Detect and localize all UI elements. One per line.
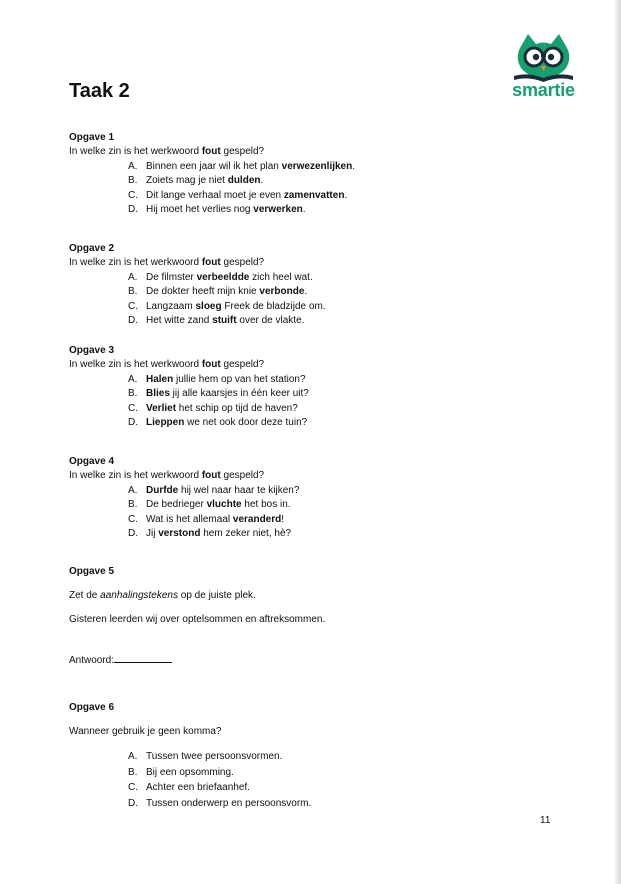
option-text: De filmster [146,271,197,283]
option-verb: verbonde [259,286,305,298]
option-letter: B. [128,286,138,298]
question-6-heading: Opgave 6 [69,702,115,713]
answer-line [69,653,172,666]
answer-label: Antwoord: [69,655,115,666]
option-verb: sloeg [195,300,222,312]
question-4 [69,455,299,541]
question-5-heading: Opgave 5 [69,566,115,577]
option-d [128,314,326,328]
option-verb: Halen [146,373,174,385]
option-c [128,189,355,203]
question-1-prompt [69,145,355,159]
option-letter: A. [128,271,138,283]
option-verb: verbeeldde [196,271,250,283]
option-b [128,387,309,401]
option-d [128,527,299,541]
option-letter: B. [128,766,138,778]
question-6-question: Wanneer gebruik je geen komma? [69,726,222,737]
option-letter: C. [128,782,138,794]
option-text: hij wel naar haar te kijken? [178,484,300,496]
question-3-options [69,373,309,431]
option-text: Achter een briefaanhef. [146,782,250,794]
option-text: het schip op tijd de haven? [176,402,298,414]
question-2-heading: Opgave 2 [69,243,115,254]
option-d [128,796,311,812]
option-a [128,373,309,387]
option-text: Zoiets mag je niet [146,175,228,187]
option-text: De dokter heeft mijn knie [146,286,260,298]
option-verb: Verliet [146,402,177,414]
prompt-emphasis: fout [201,146,221,158]
instruction-text: Zet de [69,590,101,601]
question-2-prompt [69,256,326,270]
logo-wordmark: smartie [512,80,575,100]
option-letter: B. [128,388,138,400]
option-c [128,402,309,416]
option-text: jullie hem op van het station? [173,373,306,385]
question-4-heading: Opgave 4 [69,456,115,467]
option-verb: veranderd [232,513,282,525]
option-verb: dulden [227,175,261,187]
prompt-emphasis: fout [201,470,221,482]
question-3-heading: Opgave 3 [69,345,115,356]
option-letter: A. [128,160,138,172]
option-letter: D. [128,528,138,540]
option-verb: verstond [158,528,201,540]
option-letter: C. [128,402,138,414]
option-a [128,160,355,174]
option-letter: B. [128,499,138,511]
option-verb: Durfde [146,484,179,496]
option-verb: verwerken [253,204,303,216]
option-d [128,203,355,217]
option-text: De bedrieger [146,499,207,511]
option-verb: verwezenlijken [281,160,353,172]
option-text: Tussen onderwerp en persoonsvorm. [146,797,312,809]
option-text: ! [281,513,285,525]
option-letter: D. [128,204,138,216]
question-5-instruction [69,590,256,601]
option-text: hem zeker niet, hè? [200,528,292,540]
option-text: Tussen twee persoonsvormen. [146,751,283,762]
prompt-text: gespeld? [220,470,265,482]
option-b [128,174,355,188]
page-edge-shadow [615,0,621,884]
question-4-prompt [69,469,299,483]
option-c [128,513,299,527]
prompt-text: In welke zin is het werkwoord [69,470,202,482]
prompt-text: gespeld? [220,257,265,269]
page-title: Taak 2 [69,80,130,102]
option-a [128,749,311,765]
option-letter: B. [128,175,138,187]
option-verb: Blies [146,388,170,400]
option-verb: stuift [212,315,237,327]
option-letter: A. [128,751,138,762]
question-2 [69,242,326,328]
question-5-sentence: Gisteren leerden wij over optelsommen en aftreksommen. [69,614,326,625]
option-text: Dit lange verhaal moet je even [146,189,284,201]
option-a [128,484,299,498]
option-text: Hij moet het verlies nog [146,204,254,216]
prompt-text: In welke zin is het werkwoord [69,146,202,158]
option-b [128,285,326,299]
option-text: Binnen een jaar wil ik het plan [146,160,282,172]
option-verb: zamenvatten [283,189,345,201]
option-letter: D. [128,417,138,429]
prompt-text: In welke zin is het werkwoord [69,359,202,371]
question-1-options [69,160,355,218]
option-letter: D. [128,797,138,809]
prompt-text: In welke zin is het werkwoord [69,257,202,269]
option-letter: C. [128,189,138,201]
option-text: . [260,175,264,187]
option-text: we net ook door deze tuin? [184,417,308,429]
option-text: Jij [146,528,159,540]
option-letter: A. [128,484,138,496]
option-letter: C. [128,513,138,525]
answer-blank[interactable] [114,653,172,663]
option-text: Het witte zand [146,315,213,327]
question-4-options [69,484,299,542]
instruction-text: op de juiste plek. [177,590,256,601]
option-c [128,780,311,796]
question-3 [69,344,309,430]
option-text: over de vlakte. [236,315,305,327]
prompt-text: gespeld? [220,359,265,371]
option-b [128,498,299,512]
prompt-text: gespeld? [220,146,265,158]
option-text: Langzaam [146,300,196,312]
option-d [128,416,309,430]
option-text: jij alle kaarsjes in één keer uit? [169,388,309,400]
question-1 [69,131,355,217]
option-text: . [304,286,308,298]
question-2-options [69,271,326,329]
option-verb: Lieppen [146,417,185,429]
option-text: Freek de bladzijde om. [221,300,326,312]
option-text: Bij een opsomming. [146,766,234,778]
option-verb: vluchte [206,499,242,511]
option-text: zich heel wat. [249,271,313,283]
option-text: Wat is het allemaal [146,513,233,525]
option-letter: A. [128,373,138,385]
page-number: 11 [540,815,551,826]
question-3-prompt [69,358,309,372]
option-a [128,271,326,285]
option-text: . [352,160,356,172]
question-1-heading: Opgave 1 [69,132,115,143]
option-text: . [344,189,348,201]
option-letter: D. [128,315,138,327]
question-6-options [69,749,311,811]
option-b [128,765,311,781]
option-text: het bos in. [241,499,291,511]
option-text: . [302,204,306,216]
option-letter: C. [128,300,138,312]
option-c [128,300,326,314]
prompt-emphasis: fout [201,359,221,371]
instruction-emphasis: aanhalingstekens [100,590,178,601]
prompt-emphasis: fout [201,257,221,269]
